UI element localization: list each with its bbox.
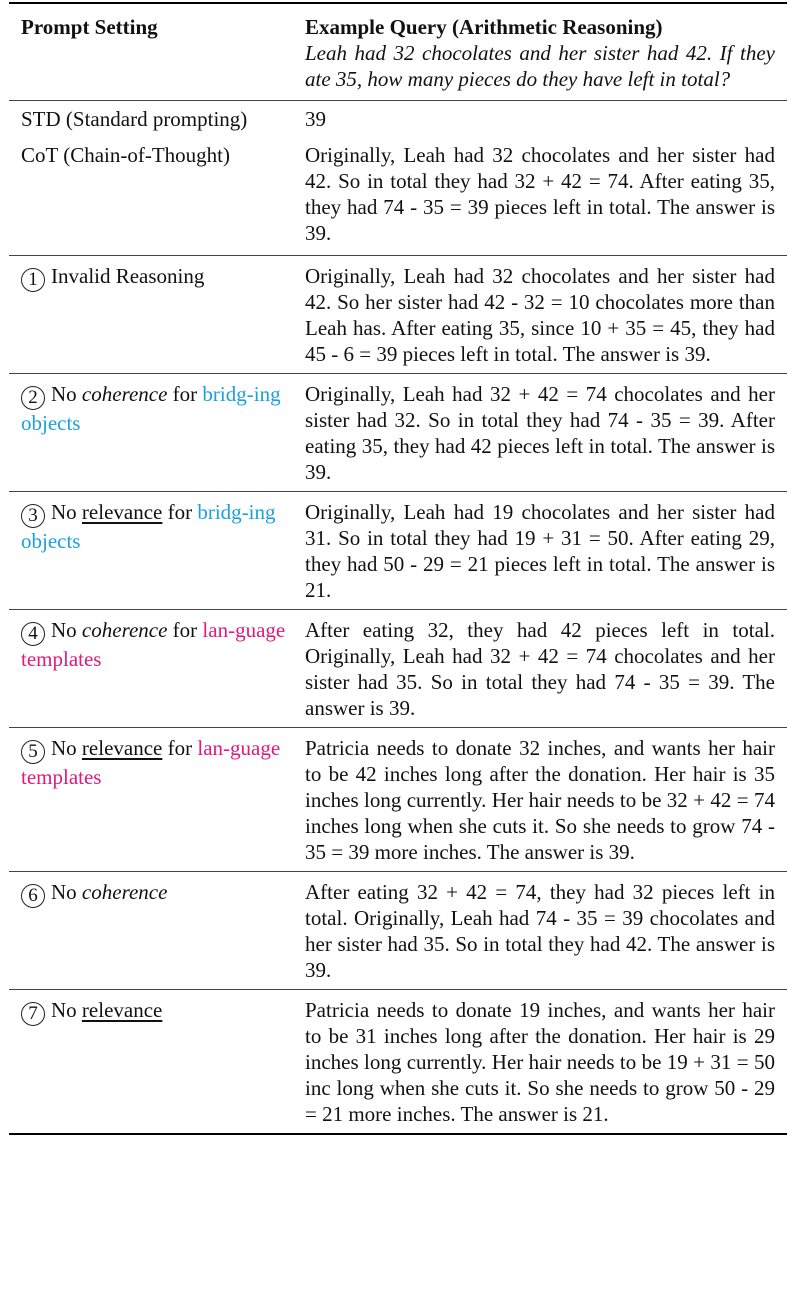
setting-label: Invalid Reasoning [51, 264, 205, 288]
number-badge: 3 [21, 504, 45, 528]
example-query-text: Leah had 32 chocolates and her sister had 42. If they ate 35, how many pieces do they have left in total? [305, 41, 775, 91]
example-6: After eating 32 + 42 = 74, they had 32 pieces left in total. Originally, Leah had 74 - 35 = 39 chocolates and her sister had 35. So in total they had 42. The answer is 39. [305, 880, 775, 982]
setting-cot: CoT (Chain-of-Thought) [21, 143, 230, 167]
table-row [9, 609, 787, 727]
example-cot: Originally, Leah had 32 chocolates and her sister had 42. So in total they had 32 + 42 = 74. After eating 35, they had 74 - 35 = 39 pieces left in total. The answer is 39. [305, 143, 775, 245]
table-row [9, 727, 787, 871]
header-prompt-setting: Prompt Setting [21, 15, 158, 39]
number-badge: 6 [21, 884, 45, 908]
table-row [9, 100, 787, 136]
setting-4: 4 No coherence for lan-guage templates [21, 618, 286, 671]
header-example-query: Example Query (Arithmetic Reasoning) [305, 15, 663, 39]
setting-std: STD (Standard prompting) [21, 107, 248, 131]
number-badge: 1 [21, 268, 45, 292]
coherence-term: coherence [81, 880, 168, 904]
number-badge: 7 [21, 1002, 45, 1026]
table-header [9, 4, 787, 100]
table-row [9, 255, 787, 373]
relevance-term: relevance [81, 736, 163, 760]
relevance-term: relevance [81, 998, 163, 1022]
bridging-objects-term: bridg-ing objects [21, 382, 281, 435]
example-4: After eating 32, they had 42 pieces left in total. Originally, Leah had 32 + 42 = 74 chocolates and her sister had 35. So in total they had 74 - 35 = 39. The answer is 39. [305, 618, 775, 720]
language-templates-term: lan-guage templates [21, 736, 281, 789]
table-row [9, 373, 787, 491]
relevance-term: relevance [81, 500, 163, 524]
language-templates-term: lan-guage templates [21, 618, 286, 671]
table-row [9, 871, 787, 989]
coherence-term: coherence [81, 618, 168, 642]
bottom-rule [9, 1133, 787, 1135]
example-1: Originally, Leah had 32 chocolates and her sister had 42. So her sister had 42 - 32 = 10 chocolates more than Leah has. After eating 35, since 10 + 35 = 45, they had 45 - 6 = 39 pieces left in total. The answer is 39. [305, 264, 775, 366]
example-std: 39 [305, 107, 326, 131]
example-3: Originally, Leah had 19 chocolates and her sister had 31. So in total they had 19 + 31 = 50. After eating 29, they had 50 - 29 = 21 pieces left in total. The answer is 21. [305, 500, 775, 602]
example-2: Originally, Leah had 32 + 42 = 74 chocolates and her sister had 32. So in total they had 74 - 35 = 39. After eating 35, they had 42 pieces left in total. The answer is 39. [305, 382, 775, 484]
setting-2: 2 No coherence for bridg-ing objects [21, 382, 281, 435]
number-badge: 5 [21, 740, 45, 764]
bridging-objects-term: bridg-ing objects [21, 500, 276, 553]
table-row [9, 491, 787, 609]
setting-3: 3 No relevance for bridg-ing objects [21, 500, 276, 553]
example-5: Patricia needs to donate 32 inches, and wants her hair to be 42 inches long after the donation. Her hair is 35 inches long currently. Her hair needs to be 32 + 42 = 74 inches long when she cuts it. So she needs to grow 74 - 35 = 39 more inches. The answer is 39. [305, 736, 775, 864]
number-badge: 4 [21, 622, 45, 646]
setting-1 [9, 263, 305, 367]
setting-5: 5 No relevance for lan-guage templates [21, 736, 281, 789]
example-7: Patricia needs to donate 19 inches, and wants her hair to be 31 inches long after the donation. Her hair is 29 inches long currently. Her hair needs to be 19 + 31 = 50 inc long when she cuts it. So she needs to grow 50 - 29 = 21 more inches. The answer is 21. [305, 998, 775, 1126]
number-badge: 2 [21, 386, 45, 410]
results-table [9, 0, 787, 1135]
setting-7: 7 No relevance [9, 997, 305, 1127]
setting-6: 6 No coherence [9, 879, 305, 983]
table-row [9, 989, 787, 1133]
coherence-term: coherence [81, 382, 168, 406]
table-row [9, 136, 787, 255]
